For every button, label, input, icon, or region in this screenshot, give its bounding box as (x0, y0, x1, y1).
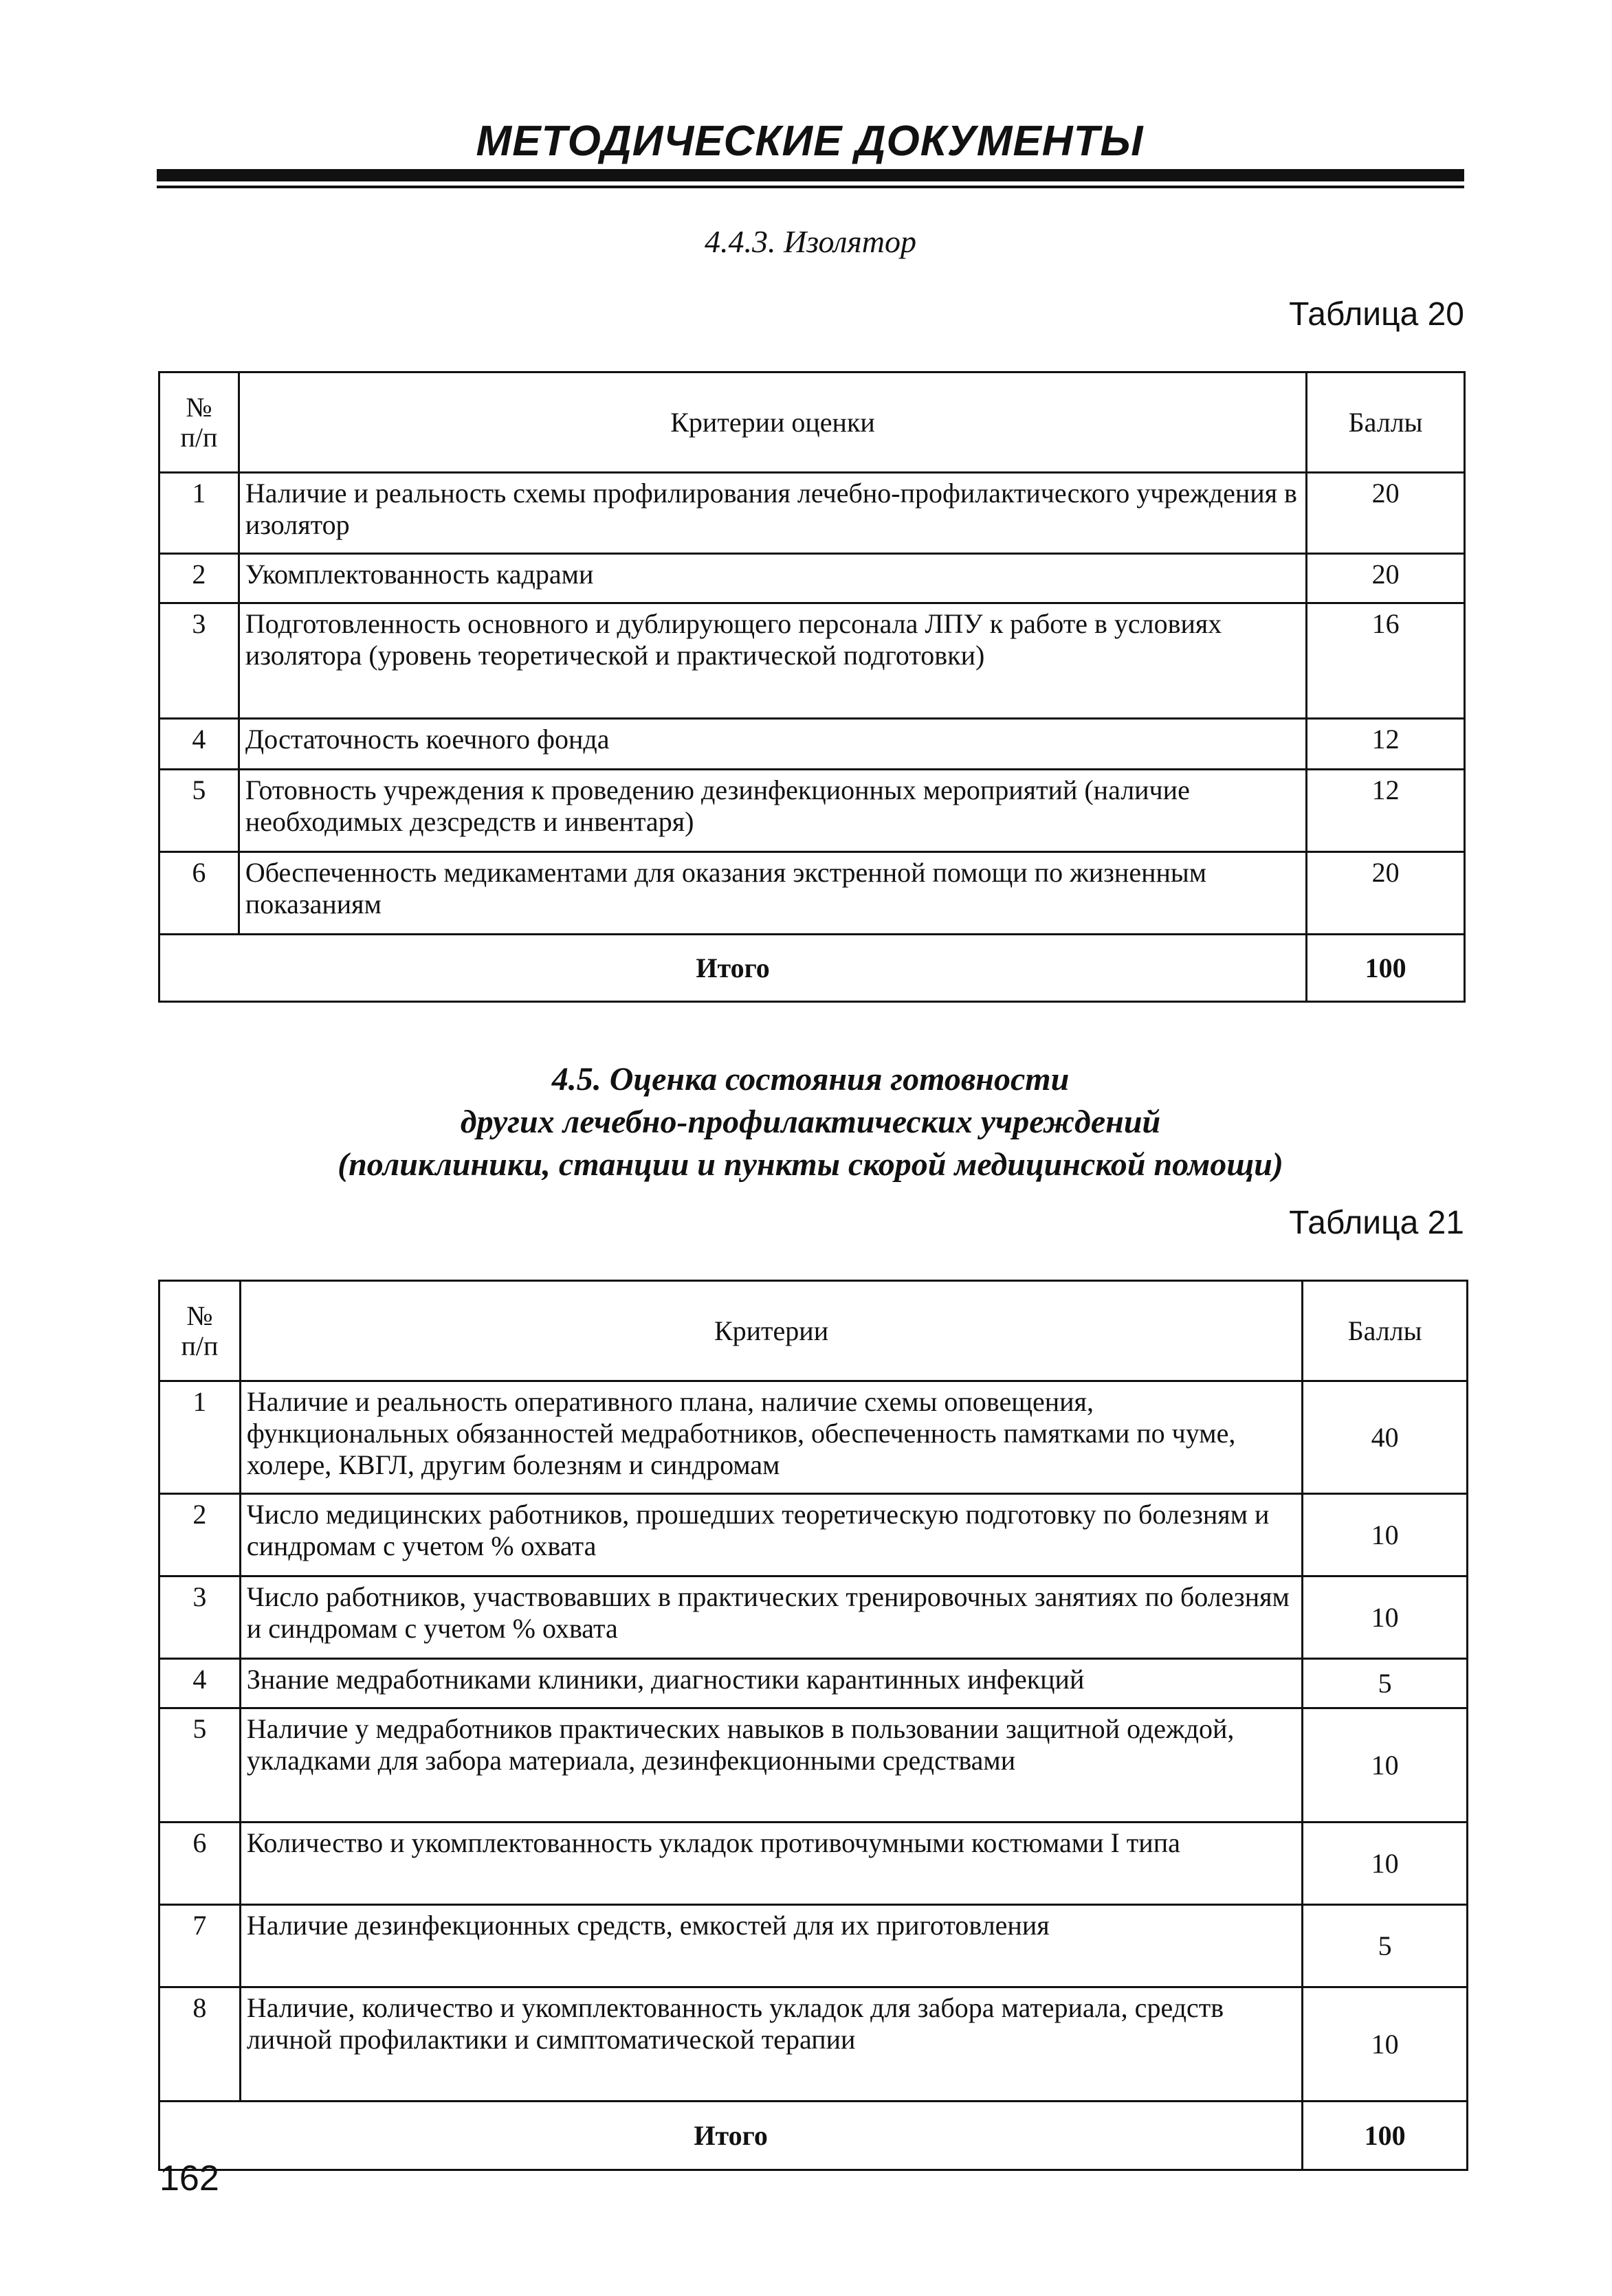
table-row (159, 554, 1465, 603)
total-label: Итого (159, 2102, 1303, 2170)
row-points: 5 (1303, 1659, 1468, 1708)
row-criteria: Знание медработниками клиники, диагностики карантинных инфекций (240, 1659, 1302, 1708)
row-points: 20 (1307, 473, 1465, 554)
table-21 (158, 1280, 1468, 2171)
table-21-header-row (159, 1281, 1468, 1381)
row-points: 10 (1303, 1987, 1468, 2102)
row-num: 4 (159, 719, 239, 770)
table-21-total-row (159, 2102, 1468, 2170)
page-number: 162 (159, 2159, 219, 2198)
col-criteria-header: Критерии (240, 1281, 1302, 1381)
total-value: 100 (1303, 2102, 1468, 2170)
col-num-header (159, 1281, 241, 1381)
row-criteria: Наличие и реальность оперативного плана, наличие схемы оповещения, функциональных обязанностей медработников, обеспеченность памятками по чуме, холере, КВГЛ, другим болезням и синдромам (240, 1381, 1302, 1494)
section-45-line1: 4.5. Оценка состояния готовности (551, 1061, 1070, 1097)
row-criteria: Подготовленность основного и дублирующего персонала ЛПУ к работе в условиях изолятора (уровень теоретической и практической подготовки) (239, 603, 1306, 719)
table-row (159, 1905, 1468, 1987)
row-points: 20 (1307, 554, 1465, 603)
table-20-header-row (159, 372, 1465, 473)
header-rule-thin (157, 186, 1464, 188)
row-num: 8 (159, 1987, 241, 2102)
row-num: 5 (159, 770, 239, 852)
total-value: 100 (1307, 935, 1465, 1002)
col-points-header: Баллы (1303, 1281, 1468, 1381)
row-points: 10 (1303, 1708, 1468, 1823)
row-criteria: Обеспеченность медикаментами для оказания экстренной помощи по жизненным показаниям (239, 852, 1306, 935)
table-20-label: Таблица 20 (1289, 296, 1464, 333)
row-num: 2 (159, 1494, 241, 1576)
row-num: 5 (159, 1708, 241, 1823)
row-points: 10 (1303, 1823, 1468, 1905)
row-criteria: Наличие дезинфекционных средств, емкостей для их приготовления (240, 1905, 1302, 1987)
row-criteria: Наличие у медработников практических навыков в пользовании защитной одеждой, укладками для забора материала, дезинфекционными средствами (240, 1708, 1302, 1823)
table-row (159, 1823, 1468, 1905)
row-points: 5 (1303, 1905, 1468, 1987)
table-row (159, 1708, 1468, 1823)
table-row (159, 1987, 1468, 2102)
row-points: 10 (1303, 1576, 1468, 1659)
running-header: МЕТОДИЧЕСКИЕ ДОКУМЕНТЫ (476, 118, 1144, 165)
col-num-line2: п/п (180, 421, 218, 453)
table-row (159, 719, 1465, 770)
row-num: 1 (159, 473, 239, 554)
row-num: 3 (159, 1576, 241, 1659)
table-row (159, 1659, 1468, 1708)
row-points: 12 (1307, 719, 1465, 770)
row-num: 7 (159, 1905, 241, 1987)
row-points: 12 (1307, 770, 1465, 852)
section-45-line3: (поликлиники, станции и пункты скорой медицинской помощи) (338, 1146, 1283, 1183)
row-points: 20 (1307, 852, 1465, 935)
table-21-label: Таблица 21 (1289, 1205, 1464, 1241)
header-rule-thick (157, 169, 1464, 181)
row-num: 4 (159, 1659, 241, 1708)
row-num: 6 (159, 1823, 241, 1905)
row-criteria: Достаточность коечного фонда (239, 719, 1306, 770)
table-row (159, 770, 1465, 852)
col-num-line1: № (186, 391, 212, 423)
table-row (159, 1576, 1468, 1659)
row-criteria: Готовность учреждения к проведению дезинфекционных мероприятий (наличие необходимых дезсредств и инвентаря) (239, 770, 1306, 852)
row-criteria: Наличие и реальность схемы профилирования лечебно-профилактического учреждения в изолятор (239, 473, 1306, 554)
row-num: 1 (159, 1381, 241, 1494)
table-row (159, 473, 1465, 554)
table-row (159, 852, 1465, 935)
col-num-header (159, 372, 239, 473)
col-points-header: Баллы (1307, 372, 1465, 473)
table-20 (158, 371, 1466, 1003)
col-num-line2: п/п (181, 1330, 219, 1361)
table-20-total-row (159, 935, 1465, 1002)
row-points: 40 (1303, 1381, 1468, 1494)
row-num: 3 (159, 603, 239, 719)
subsection-heading: 4.4.3. Изолятор (704, 224, 917, 259)
row-num: 6 (159, 852, 239, 935)
row-num: 2 (159, 554, 239, 603)
row-points: 10 (1303, 1494, 1468, 1576)
row-criteria: Число медицинских работников, прошедших теоретическую подготовку по болезням и синдромам с учетом % охвата (240, 1494, 1302, 1576)
col-criteria-header: Критерии оценки (239, 372, 1306, 473)
total-label: Итого (159, 935, 1307, 1002)
row-criteria: Количество и укомплектованность укладок противочумными костюмами I типа (240, 1823, 1302, 1905)
row-criteria: Наличие, количество и укомплектованность укладок для забора материала, средств личной профилактики и симптоматической терапии (240, 1987, 1302, 2102)
col-num-line1: № (186, 1300, 213, 1331)
table-row (159, 1381, 1468, 1494)
table-row (159, 603, 1465, 719)
row-criteria: Укомплектованность кадрами (239, 554, 1306, 603)
table-row (159, 1494, 1468, 1576)
row-criteria: Число работников, участвовавших в практических тренировочных занятиях по болезням и синдромам с учетом % охвата (240, 1576, 1302, 1659)
row-points: 16 (1307, 603, 1465, 719)
section-45-line2: других лечебно-профилактических учреждений (460, 1104, 1161, 1140)
section-45-heading (157, 1058, 1464, 1186)
